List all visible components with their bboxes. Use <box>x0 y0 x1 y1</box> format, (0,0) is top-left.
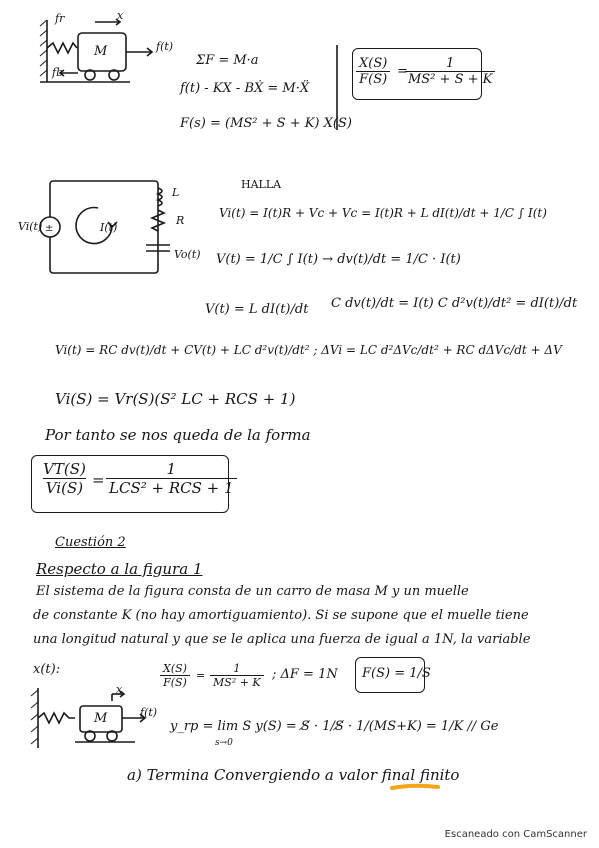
halla-label: HALLA <box>241 178 282 191</box>
statement-line-1: El sistema de la figura consta de un carro de masa M y un muelle <box>36 584 469 599</box>
source-plus-minus: ± <box>45 223 54 234</box>
vi-label: Vi(t) <box>18 220 43 233</box>
highlight-underline <box>392 786 438 788</box>
tf2-lhs: $\frac{VT(S)}{Vi(S)}$ <box>43 460 86 497</box>
rlc-time-equation: Vi(t) = RC dv(t)/dt + CV(t) + LC d²v(t)/dt² ; ΔVi = LC d²ΔVc/dt² + RC dΔVc/dt + ΔV <box>55 343 562 357</box>
x-label-2: x <box>116 683 123 696</box>
capacitor-voltage-equation: V(t) = 1/C ∫ I(t) → dv(t)/dt = 1/C · I(t) <box>216 252 461 267</box>
limit-subscript: s→0 <box>215 738 233 748</box>
tf1-lhs: $\frac{X(S)}{F(S)}$ <box>356 56 390 87</box>
kvl-equation: Vi(t) = I(t)R + Vc + Vc = I(t)R + L dI(t)/dt + 1/C ∫ I(t) <box>219 206 547 220</box>
vo-label: Vo(t) <box>174 248 201 261</box>
statement-line-4: x(t): <box>33 662 61 677</box>
laplace-equation: F(s) = (MS² + S + K) X(S) <box>180 116 352 131</box>
force-label: f(t) <box>156 40 174 53</box>
fb-label: fb <box>52 66 64 79</box>
statement-line-3: una longitud natural y que se le aplica una fuerza de igual a 1N, la variable <box>33 632 531 647</box>
force-label-2: f(t) <box>140 706 158 719</box>
tf3-lhs: $\frac{X(S)}{F(S)}$ <box>160 662 190 689</box>
hatch-wall-1 <box>40 20 47 76</box>
current-label: I(t) <box>100 221 118 234</box>
capacitor-current-equation: C dv(t)/dt = I(t) C d²v(t)/dt² = dI(t)/dt <box>331 296 578 311</box>
equals-sign-2: = <box>92 471 105 489</box>
mass-label: M <box>94 44 108 59</box>
mass-spring-diagram-2 <box>38 688 145 748</box>
tf3-rhs: $\frac{1}{\text{MS² + K}}$ <box>210 662 264 689</box>
tf2-rhs: 1 LCS² + RCS + 1 <box>106 460 237 497</box>
resistor-label: R <box>176 214 185 227</box>
inductor-voltage-equation: V(t) = L dI(t)/dt <box>205 302 309 317</box>
answer-a: a) Termina Convergiendo a valor final finito <box>127 766 460 784</box>
mass-label-2: M <box>94 711 108 726</box>
x-label: x <box>117 9 124 22</box>
step-input: F(S) = 1/S <box>362 666 431 681</box>
conclusion-text: Por tanto se nos queda de la forma <box>45 426 311 444</box>
question-subtitle: Respecto a la figura 1 <box>36 560 203 578</box>
statement-line-2: de constante K (no hay amortiguamiento). Si se supone que el muelle tiene <box>33 608 529 623</box>
equals-sign: = <box>397 64 408 79</box>
rlc-laplace-equation: Vi(S) = Vr(S)(S² LC + RCS + 1) <box>55 390 296 408</box>
tf1-rhs: $\frac{1}{\text{MS² + S + K}}$ <box>405 56 495 87</box>
hatch-wall-2 <box>31 690 38 744</box>
equals-sign-3: = <box>196 669 206 682</box>
delta-force: ; ΔF = 1N <box>272 667 338 682</box>
final-value-equation: y_rp = lim S y(S) = S̸ · 1/S̸ · 1/(MS+K) = 1/K // Ge <box>170 719 499 734</box>
scanner-watermark: Escaneado con CamScanner <box>444 829 587 840</box>
inductor-label: L <box>172 186 180 199</box>
friction-label: fr <box>55 12 65 25</box>
newton-equation: ΣF = M·a <box>196 53 259 68</box>
force-balance-equation: f(t) - KX - BẊ = M·Ẍ <box>180 81 310 96</box>
question-title: Cuestión 2 <box>55 535 126 550</box>
